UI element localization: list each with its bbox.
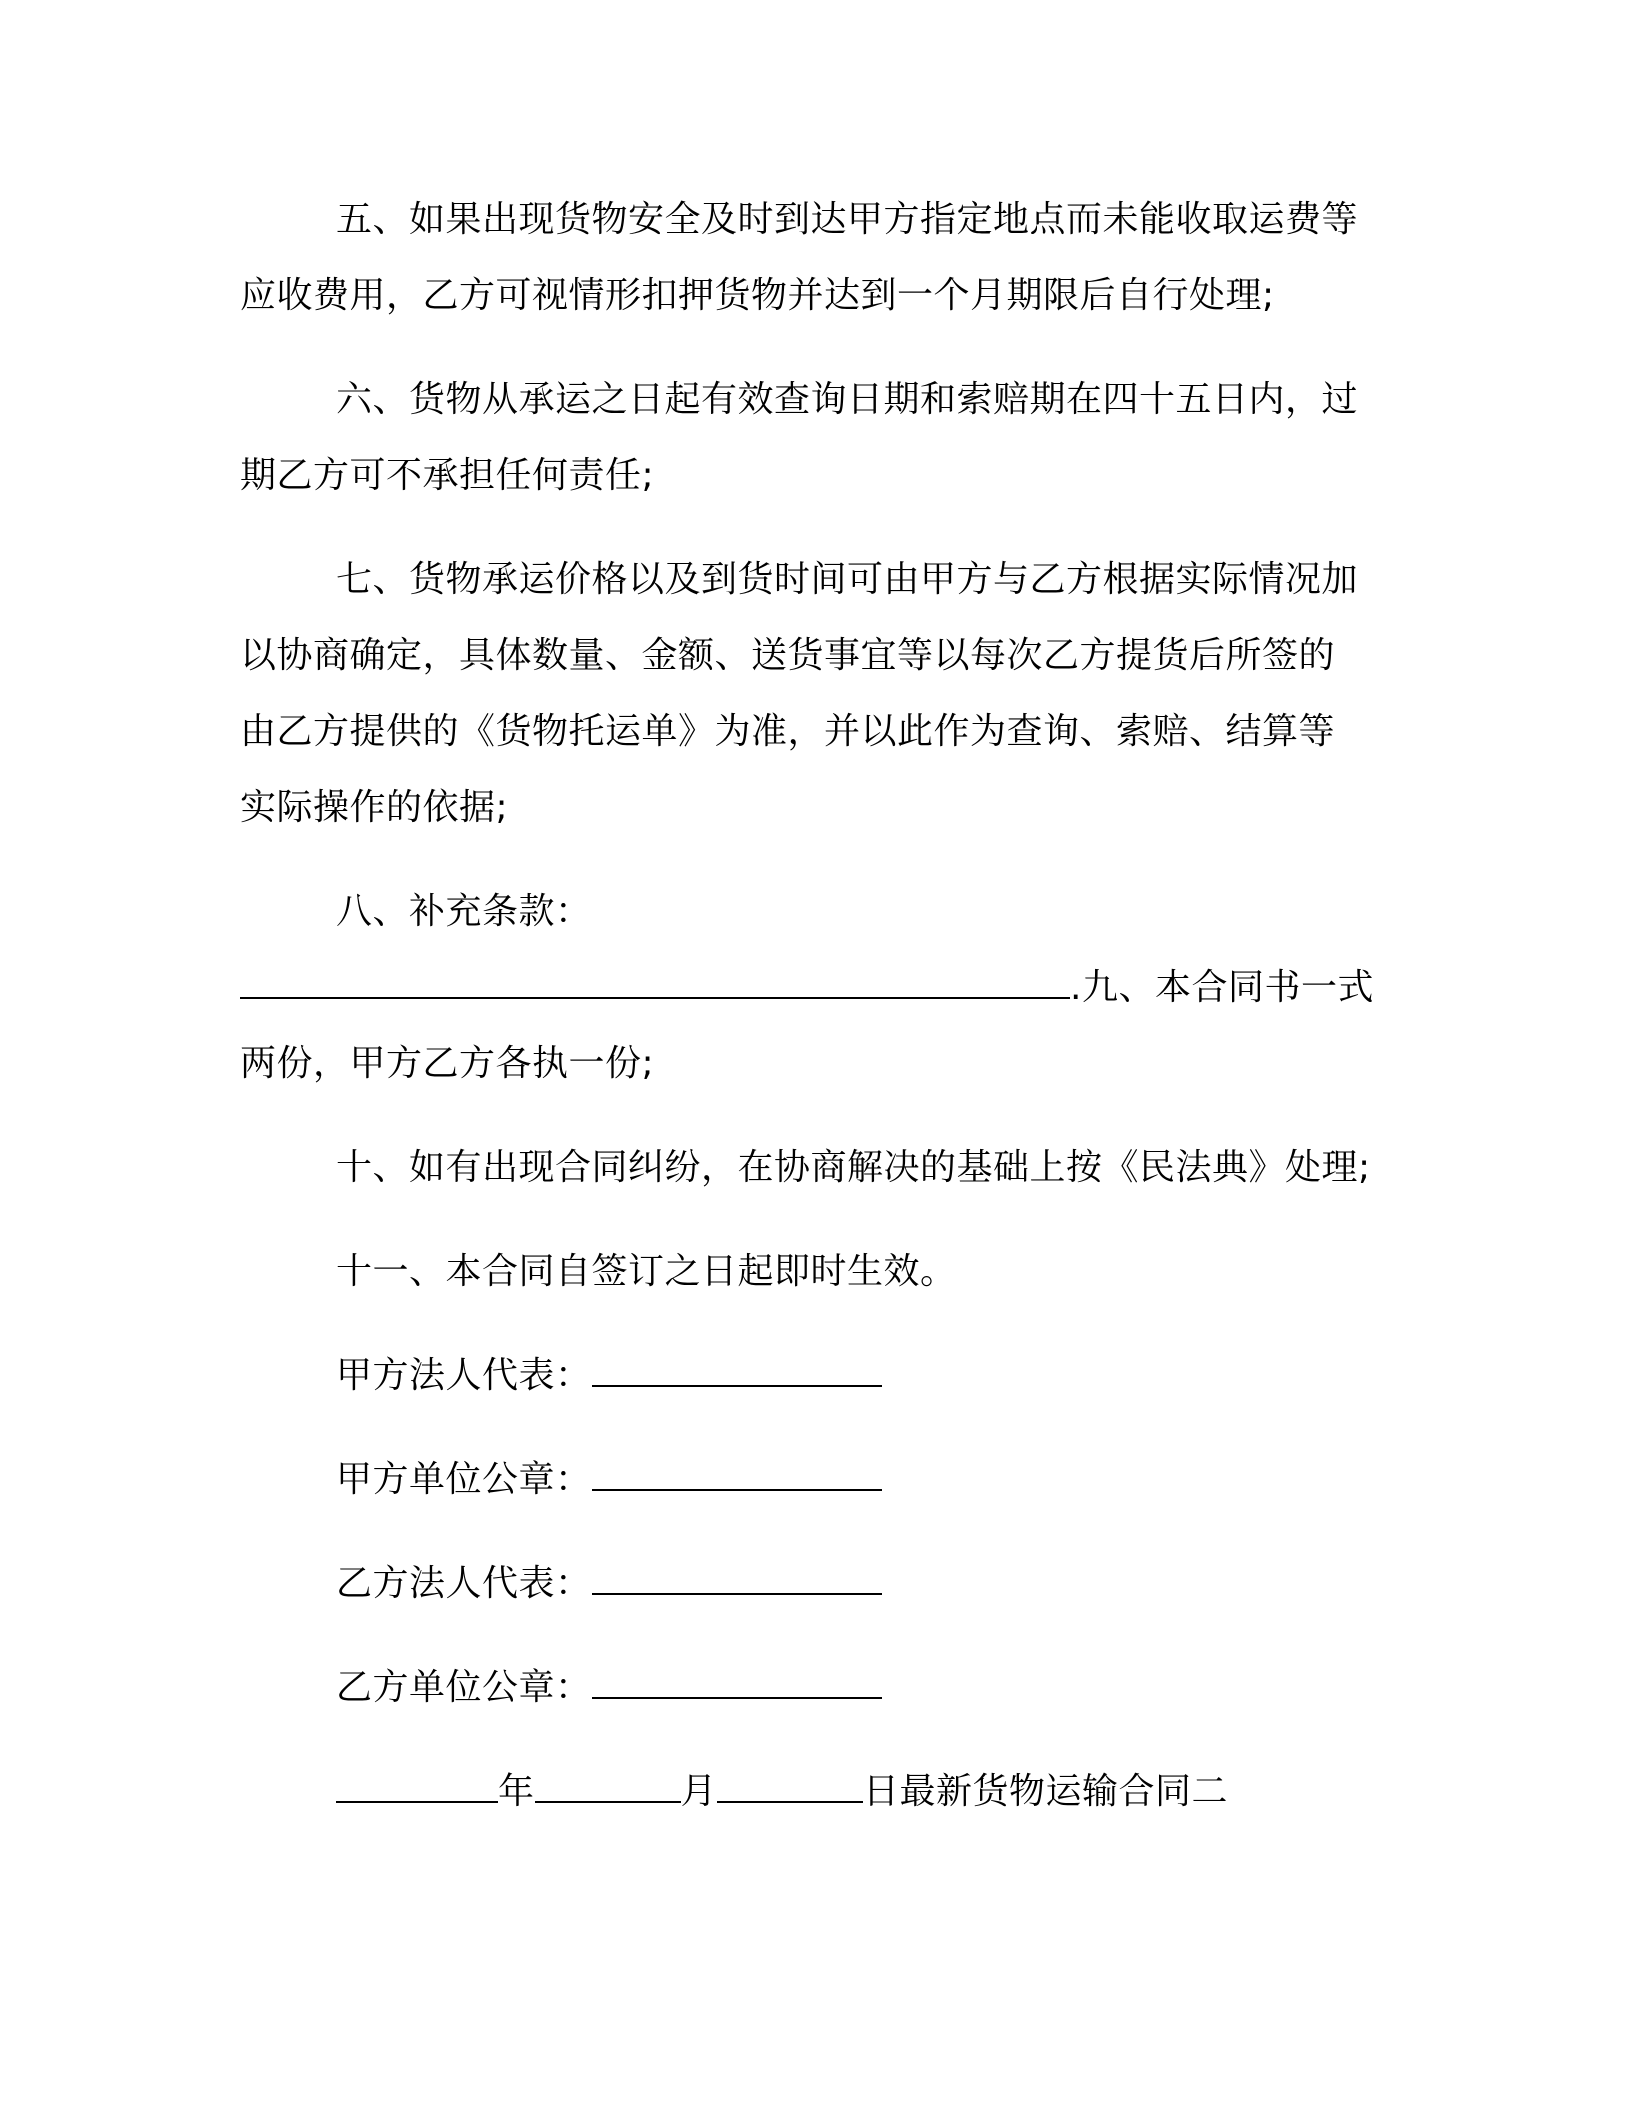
clause-7-line-4: 实际操作的依据; xyxy=(240,787,509,828)
party-a-representative-row xyxy=(336,1354,882,1398)
date-line xyxy=(336,1770,1228,1814)
year-label: 年 xyxy=(498,1771,535,1812)
clause-9-start: .九、本合同书一式 xyxy=(1070,967,1374,1008)
day-label-and-title: 日最新货物运输合同二 xyxy=(863,1771,1229,1812)
party-b-seal-label: 乙方单位公章： xyxy=(336,1667,592,1708)
clause-8-blank-line xyxy=(240,966,1374,1010)
day-blank[interactable] xyxy=(717,1771,863,1803)
party-a-representative-blank[interactable] xyxy=(592,1355,882,1387)
clause-9-end: 两份，甲方乙方各执一份; xyxy=(240,1043,655,1084)
clause-7-line-2: 以协商确定，具体数量、金额、送货事宜等以每次乙方提货后所签的 xyxy=(240,635,1336,676)
party-b-representative-label: 乙方法人代表： xyxy=(336,1563,592,1604)
clause-6-line-1: 六、货物从承运之日起有效查询日期和索赔期在四十五日内，过 xyxy=(336,379,1359,420)
clause-11: 十一、本合同自签订之日起即时生效。 xyxy=(336,1251,957,1292)
party-b-seal-blank[interactable] xyxy=(592,1667,882,1699)
year-blank[interactable] xyxy=(336,1771,498,1803)
clause-7-line-1: 七、货物承运价格以及到货时间可由甲方与乙方根据实际情况加 xyxy=(336,559,1359,600)
clause-5-line-1: 五、如果出现货物安全及时到达甲方指定地点而未能收取运费等 xyxy=(336,199,1359,240)
month-blank[interactable] xyxy=(535,1771,681,1803)
clause-7-line-3: 由乙方提供的《货物托运单》为准，并以此作为查询、索赔、结算等 xyxy=(240,711,1336,752)
supplementary-terms-blank[interactable] xyxy=(240,967,1070,999)
party-b-seal-row xyxy=(336,1666,882,1710)
party-b-representative-blank[interactable] xyxy=(592,1563,882,1595)
month-label: 月 xyxy=(680,1771,718,1812)
clause-8-heading: 八、补充条款： xyxy=(336,891,592,932)
party-a-seal-label: 甲方单位公章： xyxy=(336,1459,592,1500)
clause-5-line-2: 应收费用，乙方可视情形扣押货物并达到一个月期限后自行处理; xyxy=(240,275,1275,316)
party-a-representative-label: 甲方法人代表： xyxy=(336,1355,592,1396)
clause-6-line-2: 期乙方可不承担任何责任; xyxy=(240,455,655,496)
party-a-seal-blank[interactable] xyxy=(592,1459,882,1491)
party-b-representative-row xyxy=(336,1562,882,1606)
clause-10: 十、如有出现合同纠纷，在协商解决的基础上按《民法典》处理; xyxy=(336,1147,1371,1188)
party-a-seal-row xyxy=(336,1458,882,1502)
